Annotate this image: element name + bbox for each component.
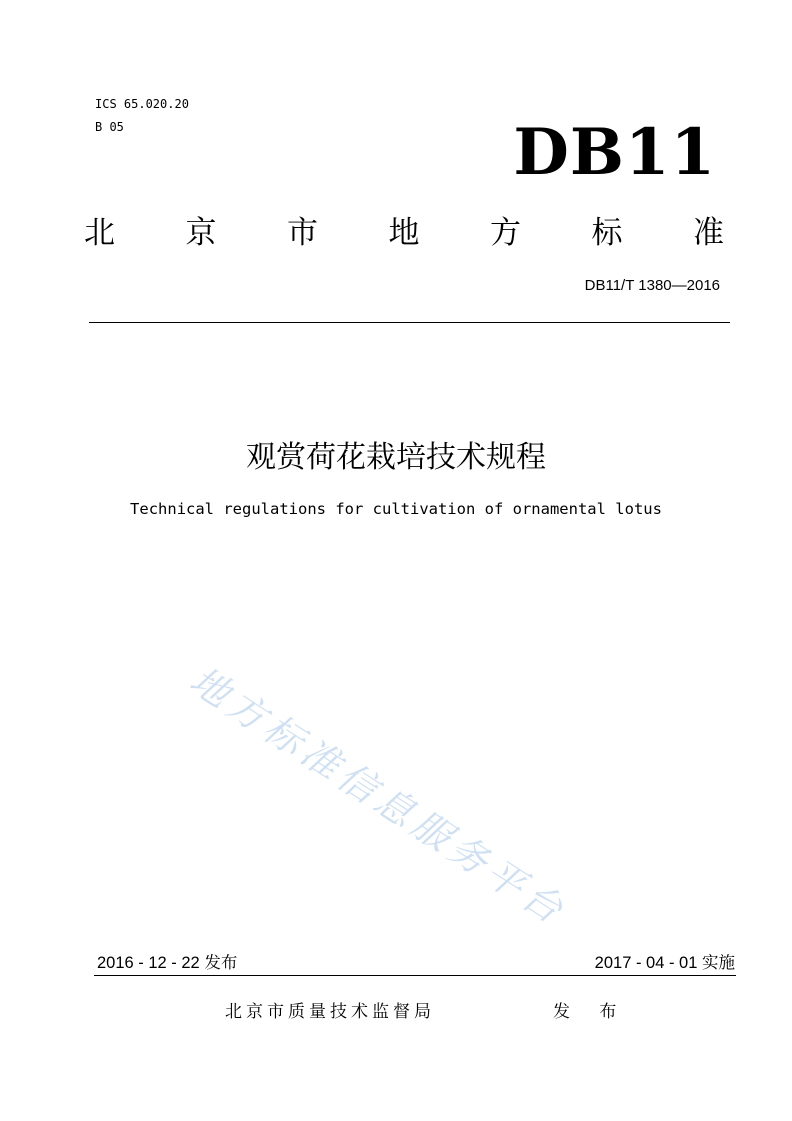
ics-code: ICS 65.020.20 bbox=[95, 97, 189, 111]
title-chinese: 观赏荷花栽培技术规程 bbox=[246, 440, 546, 475]
title-english: Technical regulations for cultivation of ornamental lotus bbox=[130, 500, 662, 518]
standard-category-char: 市 bbox=[287, 215, 318, 251]
implementation-date: 2017 - 04 - 01 实施 bbox=[594, 954, 735, 972]
standard-category bbox=[84, 210, 724, 256]
header-divider bbox=[89, 322, 730, 323]
ccs-code: B 05 bbox=[95, 120, 124, 134]
standard-category-char: 准 bbox=[693, 215, 724, 251]
standard-category-char: 北 bbox=[84, 215, 115, 251]
standard-category-char: 地 bbox=[388, 215, 420, 251]
issuer: 北京市质量技术监督局 bbox=[225, 1002, 435, 1022]
standard-category-char: 标 bbox=[591, 215, 623, 251]
standard-category-char: 方 bbox=[490, 215, 521, 251]
standard-number: DB11/T 1380—2016 bbox=[584, 277, 720, 294]
publish-label: 发 布 bbox=[553, 1002, 629, 1022]
watermark: 地方标准信息服务平台 bbox=[182, 658, 576, 935]
footer-divider bbox=[94, 975, 736, 976]
db-logo: DB11 bbox=[513, 115, 716, 190]
issue-date: 2016 - 12 - 22 发布 bbox=[97, 954, 238, 972]
standard-category-char: 京 bbox=[185, 215, 217, 251]
